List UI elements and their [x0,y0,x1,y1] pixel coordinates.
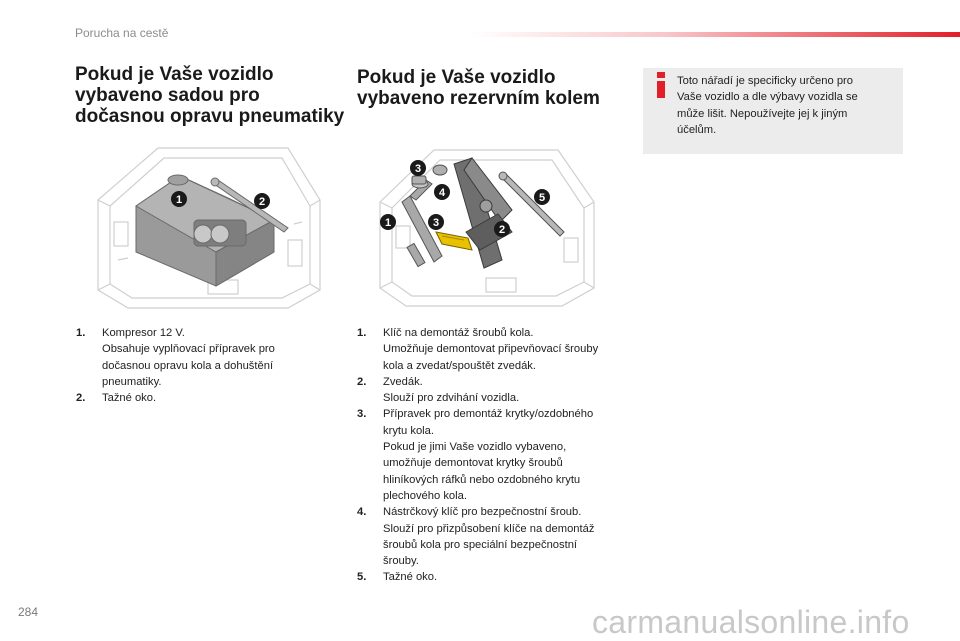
item-number: 3. [357,408,367,421]
list-item [357,374,627,407]
svg-text:3: 3 [432,217,440,229]
item-text: Tažné oko. [102,392,157,405]
title-repair-kit: Pokud je Vaše vozidlo vybaveno sadou pro dočasnou opravu pneumatiky [75,64,345,127]
watermark: carmanualsonline.info [592,604,910,640]
item-text: Nástrčkový klíč pro bezpečnostní šroub. Slouží pro přizpůsobení klíče na demontáž šroubů kola pro speciální bezpečnostní šrouby. [383,506,595,568]
item-text: Zvedák. Slouží pro zdvihání vozidla. [383,375,520,405]
figure-label-1 [380,214,396,230]
section-header: Porucha na cestě [75,26,169,40]
title-spare-wheel: Pokud je Vaše vozidlo vybaveno rezervním kolem [357,67,600,109]
item-text: Tažné oko. [383,571,438,584]
item-number: 4. [357,506,367,519]
figure-label-3 [428,214,444,230]
figure-label-2 [254,193,270,209]
item-text: Klíč na demontáž šroubů kola. Umožňuje demontovat připevňovací šrouby kola a zvedat/spouštět zvedák. [383,327,599,372]
figure-label-1 [171,191,187,207]
spare-wheel-tools-list [357,325,627,586]
item-number: 2. [76,392,86,405]
repair-kit-illustration [88,140,328,312]
svg-text:1: 1 [175,194,183,206]
svg-text:3: 3 [414,163,422,175]
info-icon [654,72,668,98]
repair-kit-list [76,325,306,406]
svg-text:5: 5 [538,192,546,204]
info-note [643,68,903,154]
list-item [357,325,627,374]
item-number: 1. [357,327,367,339]
info-text: Toto nářadí je specificky určeno pro Vaše vozidlo a dle výbavy vozidla se může lišit. Nepoužívejte jej k jiným účelům. [677,75,858,136]
figure-label-5 [534,189,550,205]
list-item [357,406,627,504]
header-accent-bar [470,32,960,37]
svg-text:1: 1 [384,217,392,229]
spare-wheel-tools-illustration [372,140,602,312]
list-item [357,569,627,585]
item-text: Přípravek pro demontáž krytky/ozdobného krytu kola. Pokud je jimi Vaše vozidlo vybaveno, umožňuje demontovat krytky šroubů hliníkových ráfků nebo ozdobného krytu plechového kola. [383,408,594,502]
svg-text:4: 4 [438,187,446,199]
list-item [357,504,627,569]
list-item [76,325,306,390]
figure-label-2 [494,221,510,237]
figure-label-4 [434,184,450,200]
item-number: 5. [357,571,367,584]
item-number: 1. [76,327,86,339]
svg-text:2: 2 [258,196,266,208]
figure-label-3-top [410,160,426,176]
svg-text:2: 2 [498,224,506,236]
list-item [76,390,306,406]
page-number: 284 [18,605,39,619]
item-text: Kompresor 12 V. Obsahuje vyplňovací přípravek pro dočasnou opravu kola a dohuštění pneumatiky. [102,327,275,388]
item-number: 2. [357,375,367,388]
